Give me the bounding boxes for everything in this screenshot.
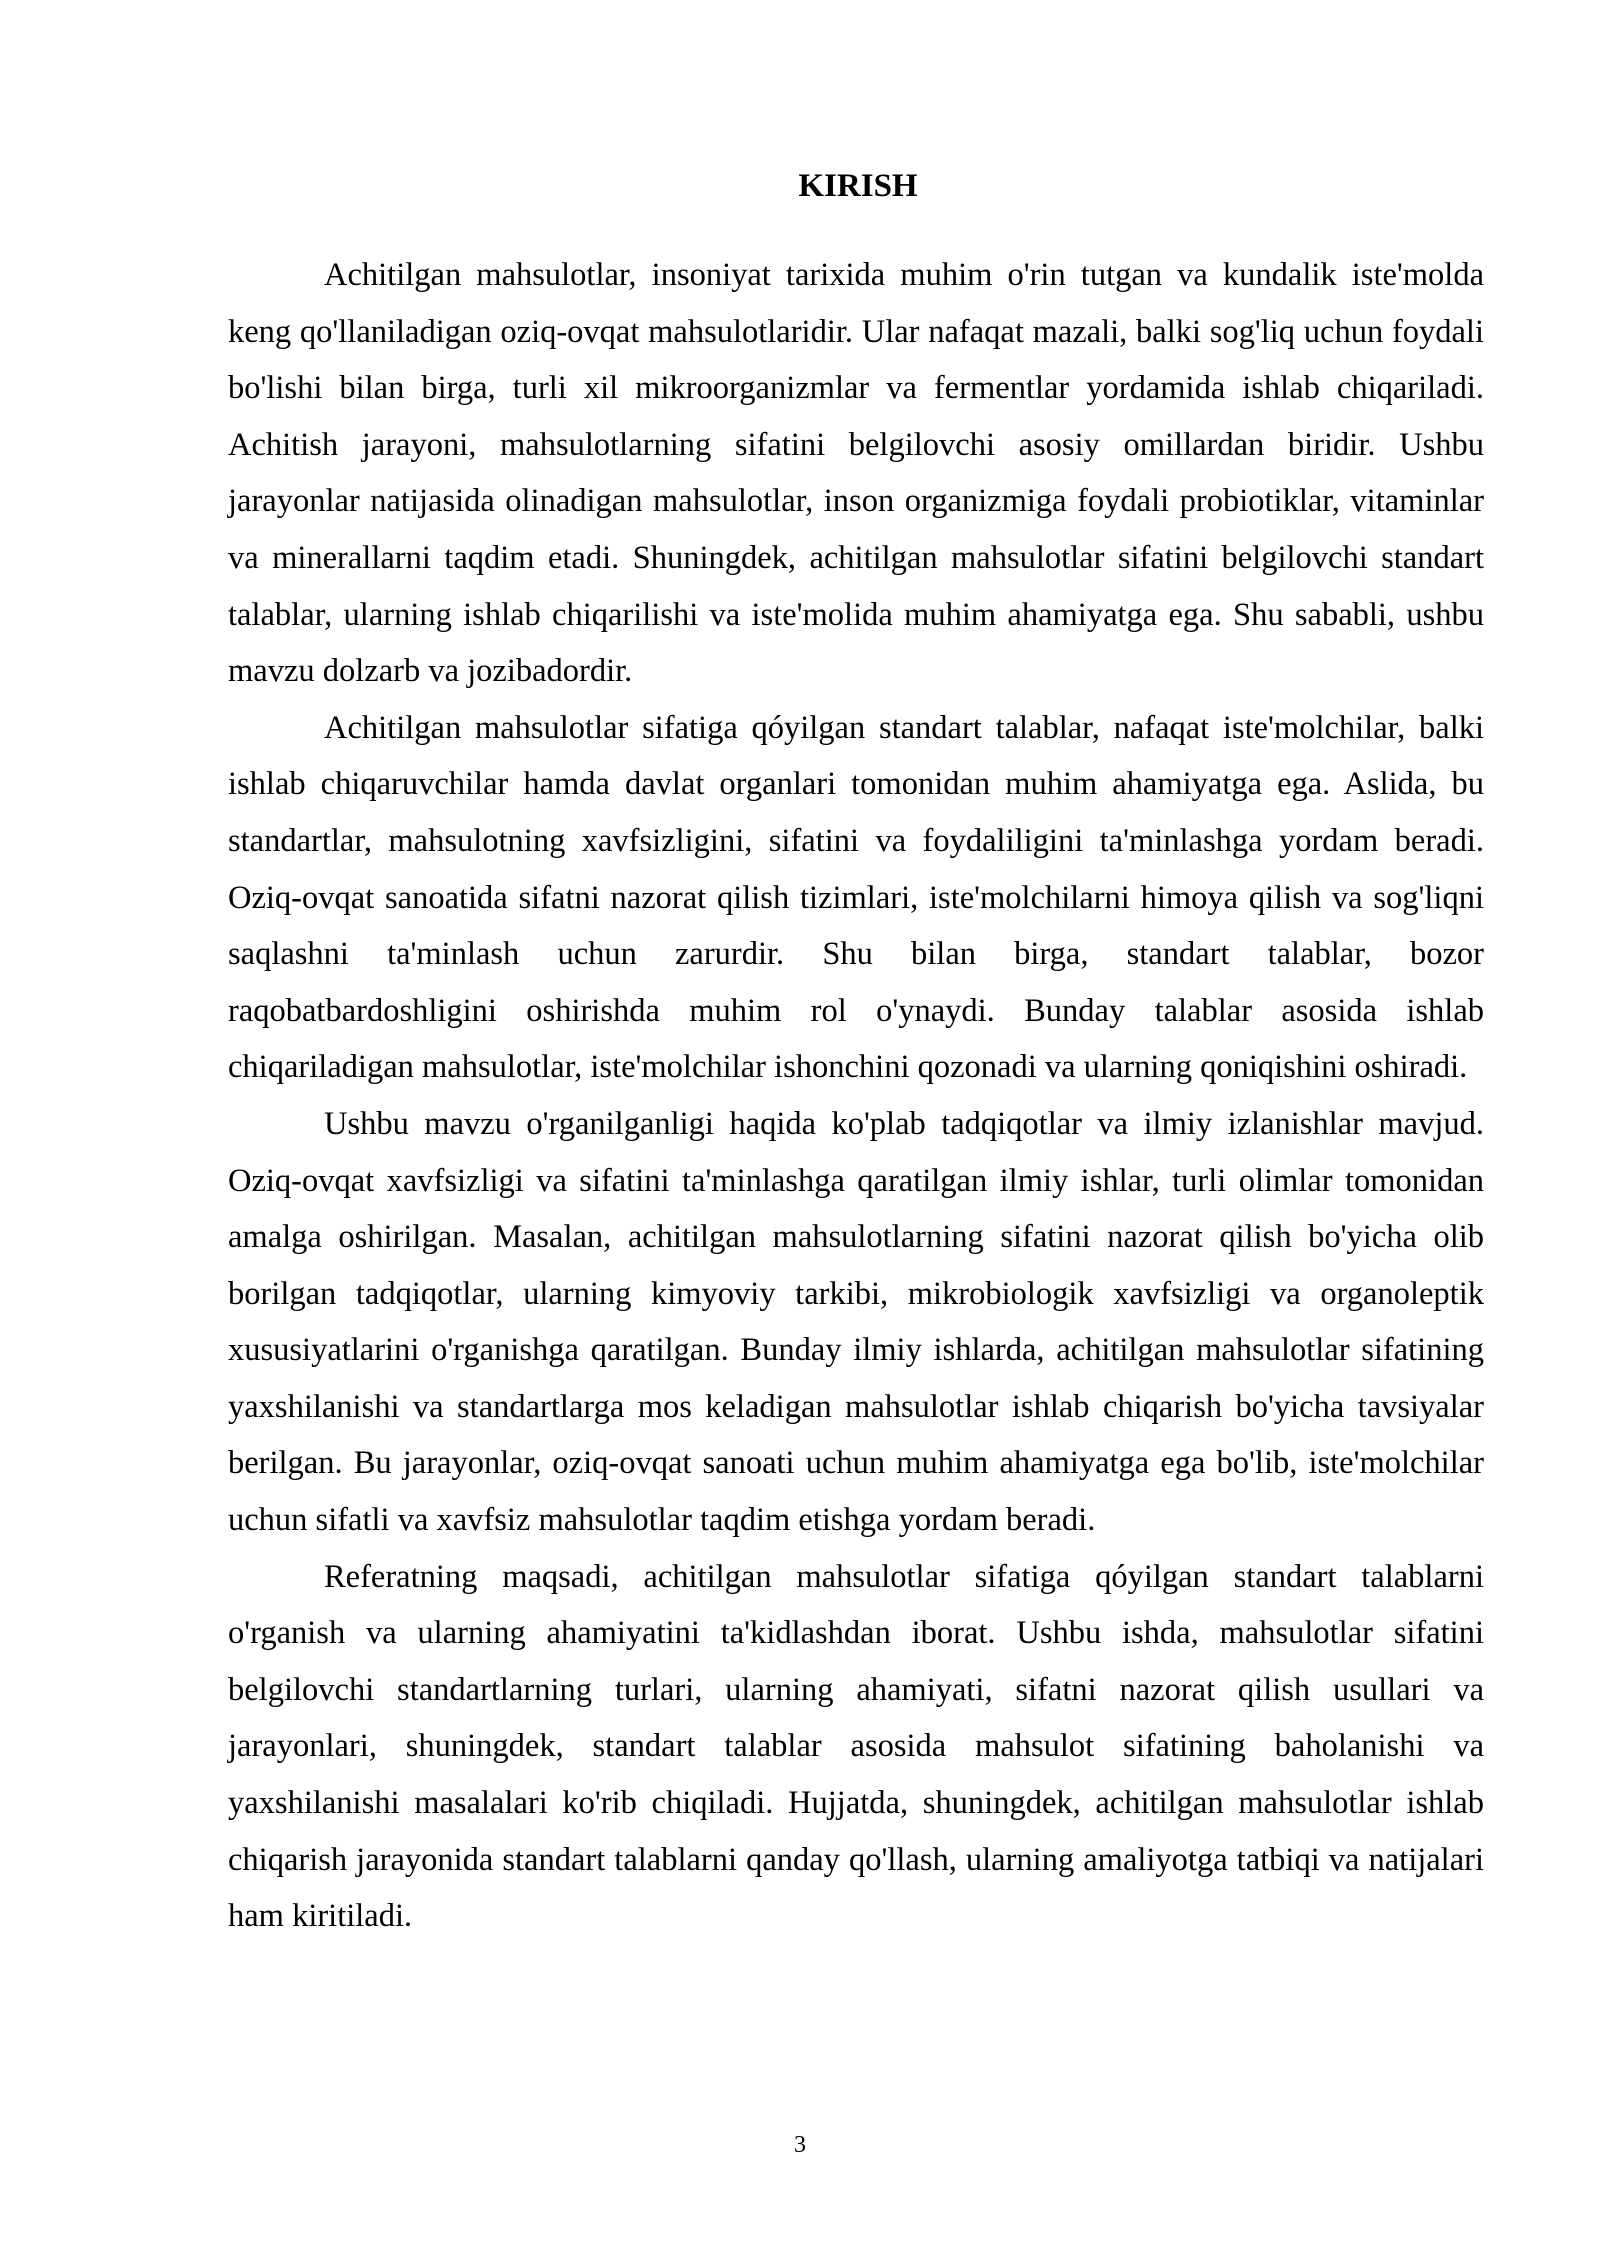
page-number: 3 xyxy=(794,2132,806,2158)
body-text xyxy=(228,247,1484,1945)
paragraph-2: Achitilgan mahsulotlar sifatiga qóyilgan standart talablar, nafaqat iste'molchilar, balki ishlab chiqaruvchilar hamda davlat organlari tomonidan muhim ahamiyatga ega. Aslida, bu standartlar, mahsulotning xavfsizligini, sifatini va foydaliligini ta'minlashga yordam beradi. Oziq-ovqat sanoatida sifatni nazorat qilish tizimlari, iste'molchilarni himoya qilish va sog'liqni saqlashni ta'minlash uchun zarurdir. Shu bilan birga, standart talablar, bozor raqobatbardoshligini oshirishda muhim rol o'ynaydi. Bunday talablar asosida ishlab chiqariladigan mahsulotlar, iste'molchilar ishonchini qozonadi va ularning qoniqishini oshiradi. xyxy=(228,709,1484,1086)
paragraph-1: Achitilgan mahsulotlar, insoniyat tarixida muhim o'rin tutgan va kundalik iste'molda keng qo'llaniladigan oziq-ovqat mahsulotlaridir. Ular nafaqat mazali, balki sog'liq uchun foydali bo'lishi bilan birga, turli xil mikroorganizmlar va fermentlar yordamida ishlab chiqariladi. Achitish jarayoni, mahsulotlarning sifatini belgilovchi asosiy omillardan biridir. Ushbu jarayonlar natijasida olinadigan mahsulotlar, inson organizmiga foydali probiotiklar, vitaminlar va minerallarni taqdim etadi. Shuningdek, achitilgan mahsulotlar sifatini belgilovchi standart talablar, ularning ishlab chiqarilishi va iste'molida muhim ahamiyatga ega. Shu sababli, ushbu mavzu dolzarb va jozibadordir. xyxy=(228,257,1484,690)
paragraph-3: Ushbu mavzu o'rganilganligi haqida ko'plab tadqiqotlar va ilmiy izlanishlar mavjud. Oziq-ovqat xavfsizligi va sifatini ta'minlashga qaratilgan ilmiy ishlar, turli olimlar tomonidan amalga oshirilgan. Masalan, achitilgan mahsulotlarning sifatini nazorat qilish bo'yicha olib borilgan tadqiqotlar, ularning kimyoviy tarkibi, mikrobiologik xavfsizligi va organoleptik xususiyatlarini o'rganishga qaratilgan. Bunday ilmiy ishlarda, achitilgan mahsulotlar sifatining yaxshilanishi va standartlarga mos keladigan mahsulotlar ishlab chiqarish bo'yicha tavsiyalar berilgan. Bu jarayonlar, oziq-ovqat sanoati uchun muhim ahamiyatga ega bo'lib, iste'molchilar uchun sifatli va xavfsiz mahsulotlar taqdim etishga yordam beradi. xyxy=(228,1105,1484,1539)
paragraph-4: Referatning maqsadi, achitilgan mahsulotlar sifatiga qóyilgan standart talablarni o'rganish va ularning ahamiyatini ta'kidlashdan iborat. Ushbu ishda, mahsulotlar sifatini belgilovchi standartlarning turlari, ularning ahamiyati, sifatni nazorat qilish usullari va jarayonlari, shuningdek, standart talablar asosida mahsulot sifatining baholanishi va yaxshilanishi masalalari ko'rib chiqiladi. Hujjatda, shuningdek, achitilgan mahsulotlar ishlab chiqarish jarayonida standart talablarni qanday qo'llash, ularning amaliyotga tatbiqi va natijalari ham kiritiladi. xyxy=(228,1558,1484,1935)
page-title: KIRISH xyxy=(798,168,918,204)
